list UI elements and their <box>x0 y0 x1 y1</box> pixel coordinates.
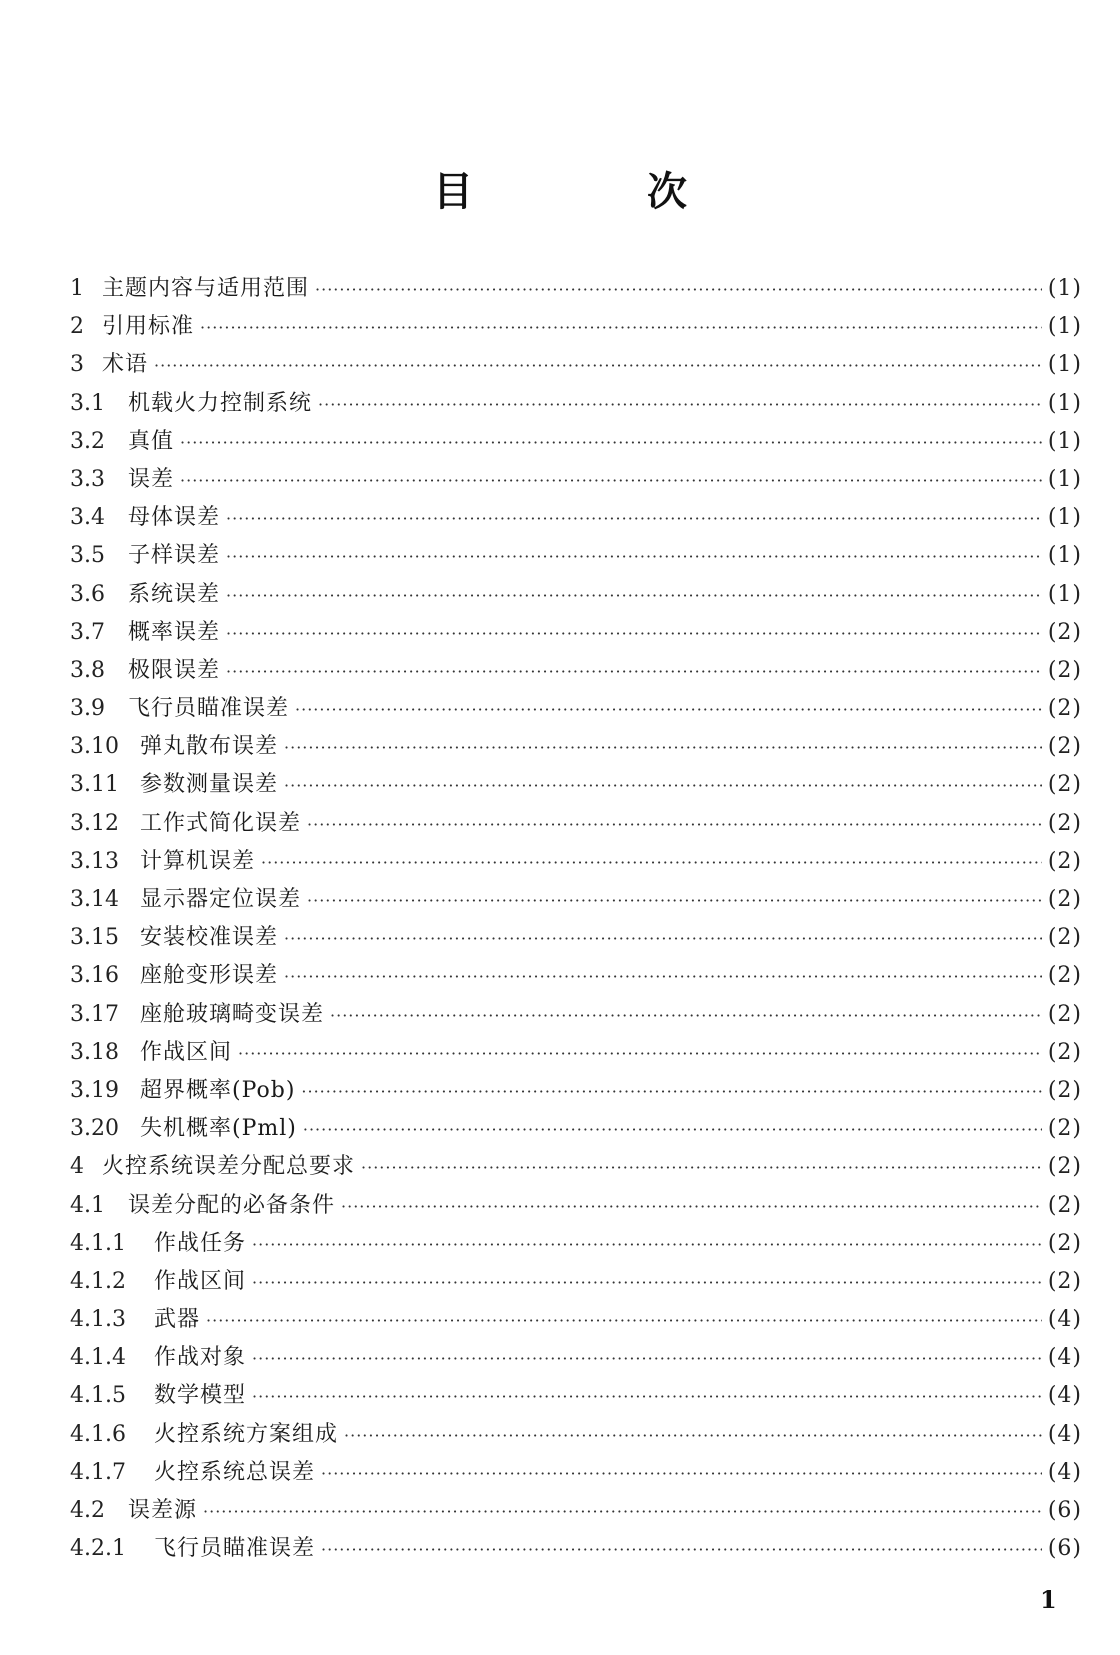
toc-entry-label: 误差分配的必备条件 <box>128 1192 336 1218</box>
toc-entry <box>70 1530 1082 1568</box>
toc-entry <box>70 1416 1082 1454</box>
dot-leader <box>361 1149 1042 1187</box>
toc-entry-number: 4.1.7 <box>70 1459 126 1485</box>
dot-leader <box>330 997 1042 1035</box>
dot-leader <box>203 1493 1042 1531</box>
toc-entry-label: 作战区间 <box>140 1039 233 1065</box>
toc-entry <box>70 1377 1082 1415</box>
toc-entry <box>70 461 1082 499</box>
dot-leader <box>226 577 1042 615</box>
toc-entry-label: 机载火力控制系统 <box>128 390 313 416</box>
toc-entry <box>70 614 1082 652</box>
toc-entry-label: 失机概率(Pml) <box>140 1116 297 1142</box>
dot-leader <box>318 386 1042 424</box>
toc-entry <box>70 843 1082 881</box>
toc-entry-page: (1) <box>1047 581 1082 607</box>
toc-entry-label: 作战对象 <box>154 1345 247 1371</box>
dot-leader <box>180 424 1042 462</box>
toc-entry-label: 飞行员瞄准误差 <box>128 696 290 722</box>
toc-entry-page: (2) <box>1047 925 1082 951</box>
toc-entry <box>70 652 1082 690</box>
toc-entry <box>70 1263 1082 1301</box>
toc-entry-page: (2) <box>1047 1268 1082 1294</box>
toc-entry <box>70 1072 1082 1110</box>
dot-leader <box>154 347 1042 385</box>
toc-entry-number: 3.7 <box>70 619 105 645</box>
toc-entry-page: (2) <box>1047 1077 1082 1103</box>
toc-entry-number: 4.1.2 <box>70 1268 126 1294</box>
toc-entry-label: 数学模型 <box>154 1383 247 1409</box>
toc-entry <box>70 537 1082 575</box>
toc-entry-number: 3.10 <box>70 734 119 760</box>
toc-entry <box>70 1492 1082 1530</box>
toc-entry-label: 作战任务 <box>154 1230 247 1256</box>
toc-entry <box>70 1454 1082 1492</box>
toc-entry-number: 4.2.1 <box>70 1536 126 1562</box>
toc-entry-number: 3.4 <box>70 505 105 531</box>
dot-leader <box>344 1417 1042 1455</box>
toc-entry-label: 系统误差 <box>128 581 221 607</box>
toc-entry-page: (2) <box>1047 734 1082 760</box>
toc-entry-page: (1) <box>1047 276 1082 301</box>
toc-entry-page: (2) <box>1047 887 1082 912</box>
dot-leader <box>315 271 1042 309</box>
toc-entry-label: 火控系统误差分配总要求 <box>102 1154 356 1180</box>
toc-entry-number: 4.1.3 <box>70 1307 126 1333</box>
dot-leader <box>226 653 1042 691</box>
toc-entry-label: 飞行员瞄准误差 <box>154 1536 316 1562</box>
toc-entry-label: 误差 <box>128 466 175 492</box>
toc-entry-page: (4) <box>1047 1459 1082 1485</box>
toc-entry <box>70 996 1082 1034</box>
toc-entry-label: 火控系统总误差 <box>154 1459 316 1485</box>
toc-entry-number: 3.1 <box>70 390 105 416</box>
toc-entry-page: (2) <box>1047 1154 1082 1180</box>
toc-entry <box>70 881 1082 919</box>
toc-entry-page: (2) <box>1047 772 1082 798</box>
toc-entry-number: 3.20 <box>70 1116 119 1142</box>
toc-entry <box>70 499 1082 537</box>
dot-leader <box>321 1455 1042 1493</box>
toc-entry-number: 3.11 <box>70 772 119 798</box>
toc-entry <box>70 728 1082 766</box>
dot-leader <box>180 462 1042 500</box>
toc-entry-number: 4.1.6 <box>70 1421 126 1447</box>
dot-leader <box>226 538 1042 576</box>
toc-entry-number: 3.16 <box>70 963 119 989</box>
toc-entry <box>70 385 1082 423</box>
toc-entry-page: (2) <box>1047 696 1082 722</box>
toc-entry-page: (4) <box>1047 1421 1082 1447</box>
toc-entry-label: 作战区间 <box>154 1268 247 1294</box>
toc-entry-page: (1) <box>1047 428 1082 454</box>
toc-entry-page: (4) <box>1047 1383 1082 1409</box>
dot-leader <box>226 615 1042 653</box>
toc-entry-label: 误差源 <box>128 1498 198 1523</box>
toc-entry-page: (2) <box>1047 619 1082 645</box>
toc-entry-number: 3 <box>70 352 84 378</box>
toc-entry <box>70 270 1082 308</box>
dot-leader <box>252 1340 1042 1378</box>
dot-leader <box>261 844 1042 882</box>
toc-entry <box>70 1110 1082 1148</box>
toc-entry-label: 超界概率(Pob) <box>140 1077 296 1103</box>
toc-entry-label: 真值 <box>128 428 175 454</box>
toc-entry-number: 4.1.1 <box>70 1230 126 1256</box>
dot-leader <box>307 806 1042 844</box>
dot-leader <box>284 767 1042 805</box>
toc-entry-page: (2) <box>1047 848 1082 874</box>
dot-leader <box>226 500 1042 538</box>
toc-entry-number: 3.2 <box>70 428 105 454</box>
toc-entry-page: (2) <box>1047 1116 1082 1142</box>
toc-entry-label: 工作式简化误差 <box>140 810 302 836</box>
toc-entry-page: (4) <box>1047 1307 1082 1333</box>
toc-entry-page: (2) <box>1047 1039 1082 1065</box>
toc-entry-number: 4.1.4 <box>70 1345 126 1371</box>
toc-entry-label: 武器 <box>154 1307 201 1333</box>
toc-entry-page: (1) <box>1047 466 1082 492</box>
dot-leader <box>252 1226 1042 1264</box>
toc-entry <box>70 1339 1082 1377</box>
toc-entry-number: 4 <box>70 1154 84 1180</box>
toc-entry-page: (2) <box>1047 657 1082 683</box>
toc-entry-page: (1) <box>1047 352 1082 378</box>
toc-entry-number: 3.15 <box>70 925 119 951</box>
toc-entry-number: 3.12 <box>70 810 119 836</box>
toc-entry-number: 3.9 <box>70 696 105 722</box>
toc-entry-number: 3.14 <box>70 887 119 912</box>
toc-entry-number: 4.1.5 <box>70 1383 126 1409</box>
toc-entry-page: (1) <box>1047 505 1082 531</box>
toc-entry-number: 3.3 <box>70 466 105 492</box>
toc-entry <box>70 1187 1082 1225</box>
dot-leader <box>284 958 1042 996</box>
toc-entry <box>70 346 1082 384</box>
toc-entry-page: (1) <box>1047 314 1082 340</box>
toc-entry-number: 3.18 <box>70 1039 119 1065</box>
toc-entry <box>70 766 1082 804</box>
toc-entry-number: 4.2 <box>70 1498 105 1523</box>
dot-leader <box>284 729 1042 767</box>
toc-entry-label: 安装校准误差 <box>140 925 279 951</box>
toc-entry-number: 3.19 <box>70 1077 119 1103</box>
toc-entry <box>70 576 1082 614</box>
toc-entry-number: 2 <box>70 314 84 340</box>
dot-leader <box>307 882 1042 920</box>
dot-leader <box>295 691 1042 729</box>
dot-leader <box>284 920 1042 958</box>
toc-entry-number: 3.8 <box>70 657 105 683</box>
toc-entry-number: 1 <box>70 276 84 301</box>
dot-leader <box>301 1073 1041 1111</box>
toc-entry-number: 4.1 <box>70 1192 105 1218</box>
table-of-contents <box>70 270 1082 1568</box>
toc-entry-label: 显示器定位误差 <box>140 887 302 912</box>
toc-entry-page: (6) <box>1047 1536 1082 1562</box>
dot-leader <box>341 1188 1042 1226</box>
toc-entry-label: 术语 <box>102 352 149 378</box>
toc-entry <box>70 1148 1082 1186</box>
toc-entry-page: (2) <box>1047 963 1082 989</box>
page-title: 目 次 <box>433 169 767 215</box>
toc-entry-page: (2) <box>1047 1192 1082 1218</box>
dot-leader <box>238 1035 1042 1073</box>
toc-entry-page: (2) <box>1047 810 1082 836</box>
toc-entry <box>70 919 1082 957</box>
toc-entry-label: 母体误差 <box>128 505 221 531</box>
toc-entry-page: (2) <box>1047 1230 1082 1256</box>
toc-entry-label: 座舱变形误差 <box>140 963 279 989</box>
dot-leader <box>200 309 1042 347</box>
toc-entry-number: 3.6 <box>70 581 105 607</box>
toc-entry-label: 极限误差 <box>128 657 221 683</box>
dot-leader <box>303 1111 1042 1149</box>
dot-leader <box>206 1302 1042 1340</box>
toc-entry-page: (2) <box>1047 1001 1082 1027</box>
toc-entry-label: 引用标准 <box>102 314 195 340</box>
toc-entry <box>70 423 1082 461</box>
toc-entry <box>70 1034 1082 1072</box>
toc-entry-label: 概率误差 <box>128 619 221 645</box>
dot-leader <box>321 1531 1042 1569</box>
toc-entry-label: 主题内容与适用范围 <box>102 276 310 301</box>
toc-entry <box>70 308 1082 346</box>
toc-entry-label: 弹丸散布误差 <box>140 734 279 760</box>
dot-leader <box>252 1264 1042 1302</box>
toc-entry-label: 子样误差 <box>128 543 221 569</box>
dot-leader <box>252 1378 1042 1416</box>
toc-entry <box>70 1225 1082 1263</box>
toc-entry-label: 火控系统方案组成 <box>154 1421 339 1447</box>
toc-entry-label: 座舱玻璃畸变误差 <box>140 1001 325 1027</box>
toc-entry-number: 3.5 <box>70 543 105 569</box>
toc-entry-page: (4) <box>1047 1345 1082 1371</box>
toc-entry-number: 3.17 <box>70 1001 119 1027</box>
toc-entry-page: (1) <box>1047 543 1082 569</box>
toc-entry <box>70 957 1082 995</box>
page-number: 1 <box>1040 1585 1057 1614</box>
toc-entry <box>70 690 1082 728</box>
toc-entry-page: (6) <box>1047 1498 1082 1523</box>
toc-entry-page: (1) <box>1047 390 1082 416</box>
toc-entry-label: 参数测量误差 <box>140 772 279 798</box>
toc-entry-number: 3.13 <box>70 848 119 874</box>
toc-entry-label: 计算机误差 <box>140 848 256 874</box>
toc-entry <box>70 805 1082 843</box>
toc-entry <box>70 1301 1082 1339</box>
